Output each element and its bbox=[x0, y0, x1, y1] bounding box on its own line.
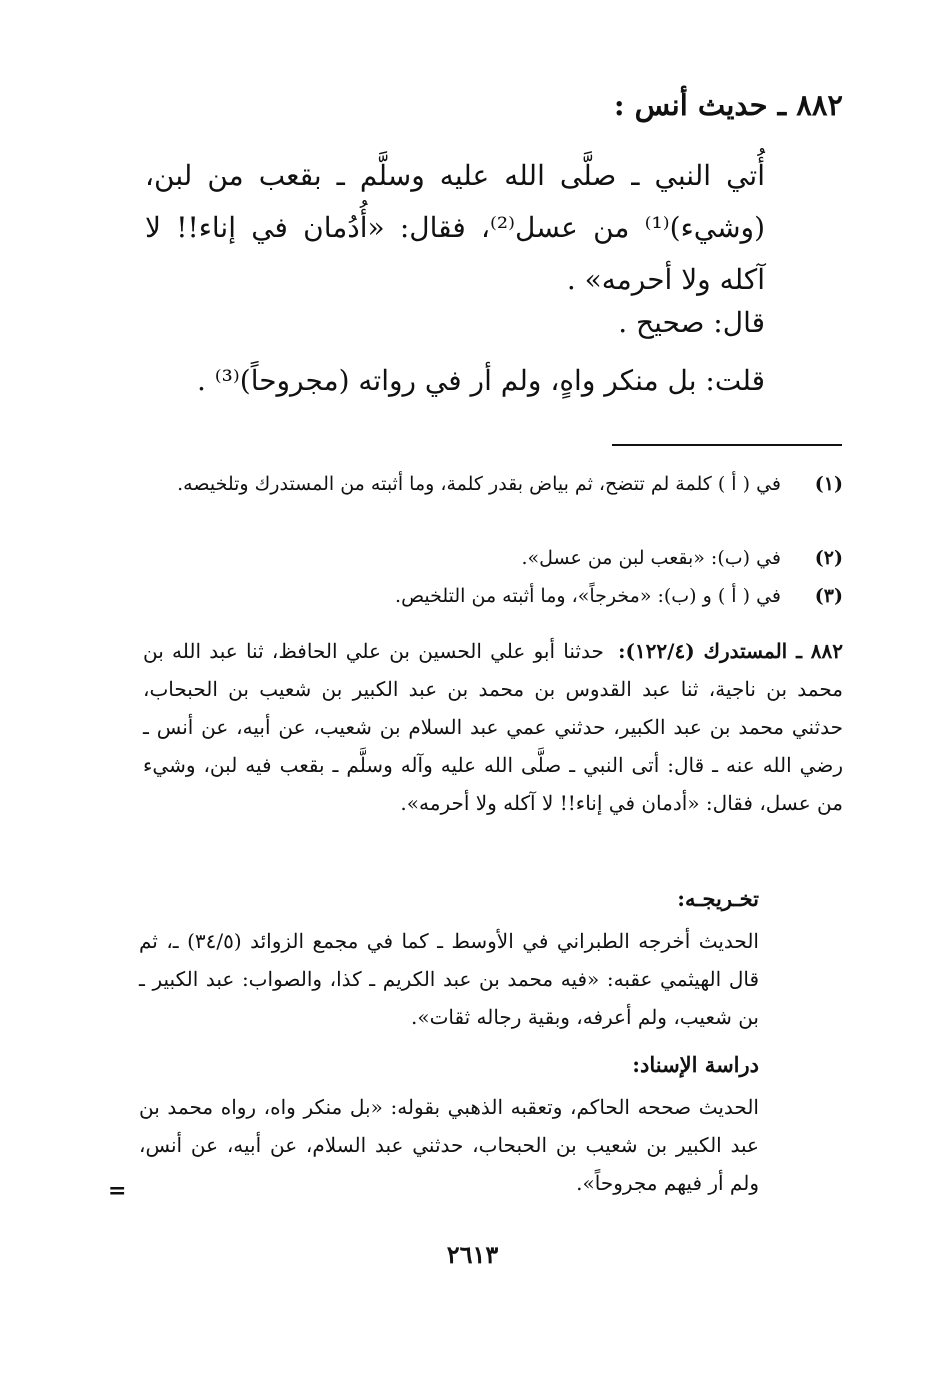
footnote-number: (٢) bbox=[814, 547, 843, 569]
footnote-separator bbox=[612, 444, 842, 446]
footnote-number: (٣) bbox=[814, 585, 843, 607]
footnote-2 bbox=[143, 540, 843, 576]
hakim-verdict: قال: صحيح . bbox=[618, 306, 765, 339]
dirasa-heading: دراسة الإسناد: bbox=[632, 1052, 759, 1077]
hadith-heading bbox=[123, 88, 843, 122]
hadith-text: أُتي النبي ـ صلَّى الله عليه وسلَّم ـ بقعب من لبن، (وشيء)⁽¹⁾ من عسل⁽²⁾، فقال: «أُدُمان في إناء!! لا آكله ولا أحرمه» . bbox=[145, 159, 765, 296]
footnote-text: في ( أ ) و (ب): «مخرجاً»، وما أثبته من التلخيص. bbox=[395, 585, 781, 607]
dirasa-text: الحديث صححه الحاكم، وتعقبه الذهبي بقوله: «بل منكر واه، رواه محمد بن عبد الكبير بن شعيب بن الحبحاب، حدثني عبد السلام، عن أبيه، عن أنس، ولم أر فيهم مجروحاً». bbox=[139, 1095, 759, 1195]
dhahabi-verdict: قلت: بل منكر واهٍ، ولم أر في رواته (مجروحاً)⁽³⁾ . bbox=[196, 364, 765, 397]
page-number: ٢٦١٣ bbox=[446, 1240, 499, 1269]
footnote-3 bbox=[143, 578, 843, 614]
footnote-text: في ( أ ) كلمة لم تتضح، ثم بياض بقدر كلمة، وما أثبته من المستدرك وتلخيصه. bbox=[177, 473, 781, 495]
source-section bbox=[143, 632, 843, 822]
source-text: حدثنا أبو علي الحسين بن علي الحافظ، ثنا عبد الله بن محمد بن ناجية، ثنا عبد القدوس بن محمد بن عبد الكبير بن شعيب بن الحبحاب، حدثني محمد بن عبد الكبير، حدثني عمي عبد السلام بن شعيب، عن أبيه، عن أنس ـ رضي الله عنه ـ قال: أتى النبي ـ صلَّى الله عليه وآله وسلَّم ـ بقعب فيه لبن، وشيء من عسل، فقال: «أدمان في إناء!! لا آكله ولا أحرمه». bbox=[143, 639, 843, 815]
takhrij-text: الحديث أخرجه الطبراني في الأوسط ـ كما في مجمع الزوائد (٣٤/٥) ـ، ثم قال الهيثمي عقبه: «فيه محمد بن عبد الكريم ـ كذا، والصواب: عبد الكبير ـ بن شعيب، ولم أعرفه، وبقية رجاله ثقات». bbox=[139, 929, 759, 1029]
footnote-number: (١) bbox=[814, 473, 843, 495]
source-lead: ٨٨٢ ـ المستدرك (١٢٢/٤): bbox=[618, 639, 843, 663]
hadith-number: ٨٨٢ bbox=[796, 88, 843, 122]
continuation-mark: = bbox=[108, 1178, 127, 1204]
hadith-title: ـ حديث أنس : bbox=[613, 88, 787, 122]
takhrij-heading: تخـريجـه: bbox=[677, 886, 759, 911]
footnote-text: في (ب): «بقعب لبن من عسل». bbox=[521, 547, 781, 569]
footnote-1 bbox=[143, 466, 843, 502]
